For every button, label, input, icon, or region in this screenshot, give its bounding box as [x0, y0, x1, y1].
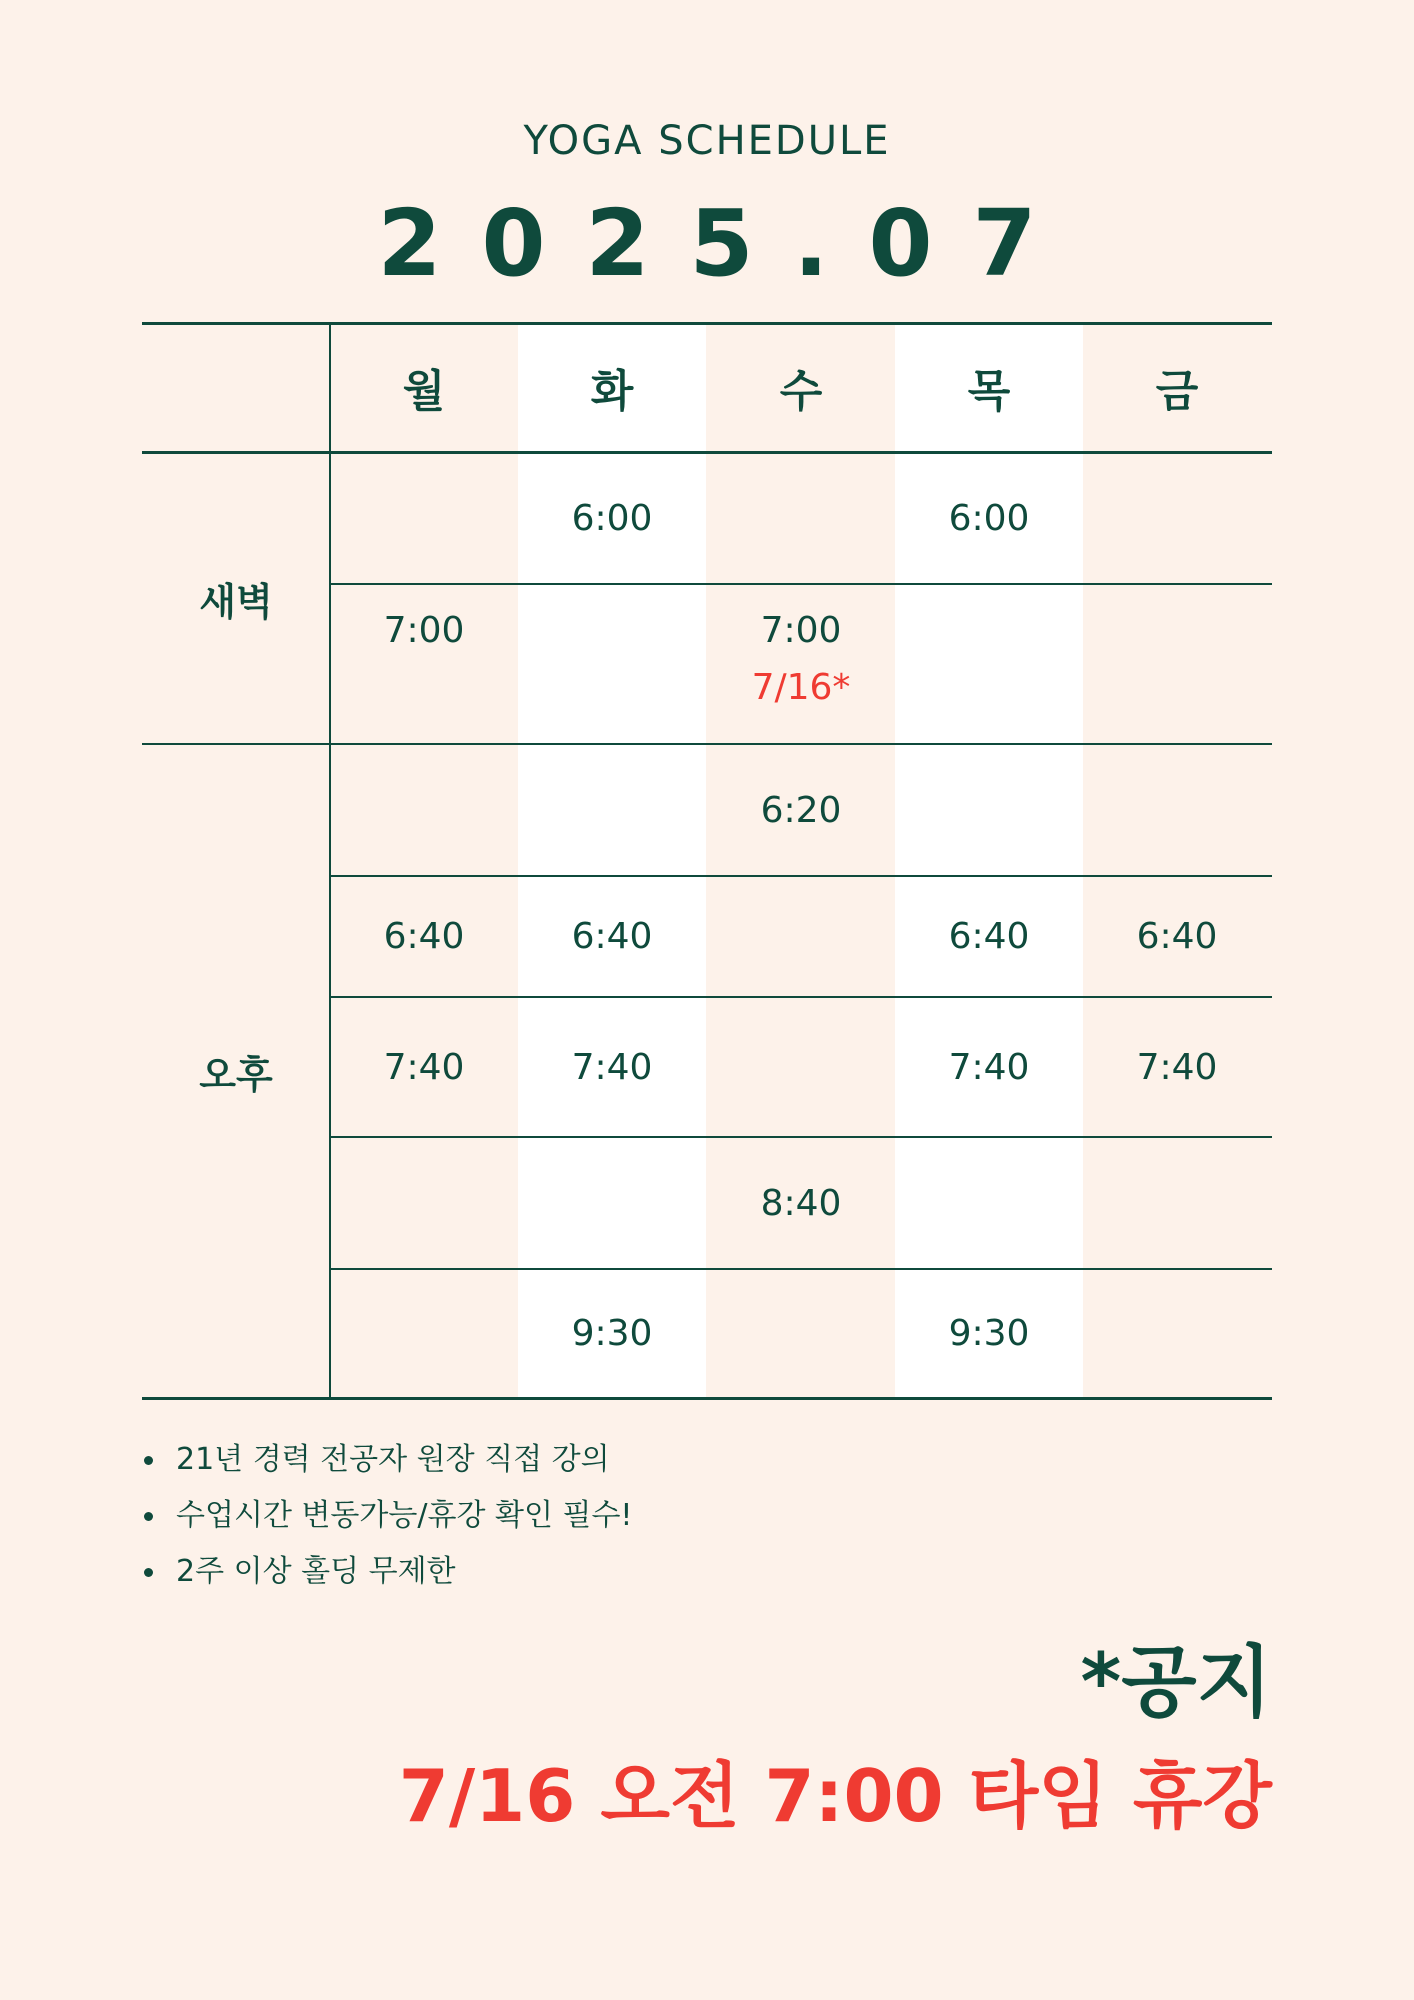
class-time: 7:40	[383, 1046, 465, 1088]
class-time: 8:40	[760, 1182, 842, 1224]
class-time: 6:00	[948, 497, 1030, 539]
class-time: 6:40	[383, 916, 465, 957]
notice-text: 7/16 오전 7:00 타임 휴강	[398, 1754, 1272, 1838]
schedule-title: 2025.07	[377, 190, 1077, 297]
list-item	[140, 1488, 632, 1544]
table-bottom-border	[142, 1397, 1272, 1400]
notice-title: *공지	[1080, 1638, 1272, 1728]
class-time: 6:40	[948, 916, 1030, 957]
slot-label-dawn: 새벽	[199, 579, 273, 624]
class-time: 6:20	[760, 789, 842, 831]
class-time: 7:40	[948, 1046, 1030, 1088]
day-header-wed: 수	[779, 365, 823, 417]
bullet-icon	[144, 1568, 153, 1577]
slot-label-afternoon: 오후	[199, 1052, 273, 1097]
note-text: 2주 이상 홀딩 무제한	[176, 1554, 456, 1589]
day-header-mon: 월	[402, 365, 446, 417]
class-time: 6:40	[1136, 916, 1218, 957]
class-time: 7:40	[571, 1046, 653, 1088]
day-header-thu: 목	[967, 365, 1011, 417]
class-time: 7:40	[1136, 1046, 1218, 1088]
class-time: 9:30	[948, 1313, 1030, 1354]
holiday-note: 7/16*	[751, 666, 851, 708]
schedule-subtitle: YOGA SCHEDULE	[523, 118, 891, 164]
class-time: 6:00	[571, 497, 653, 539]
day-header-tue: 화	[590, 365, 634, 417]
class-time: 7:00	[383, 609, 465, 651]
bullet-icon	[144, 1456, 153, 1465]
class-time: 6:40	[571, 916, 653, 957]
schedule-table	[142, 322, 1272, 1400]
class-time: 9:30	[571, 1313, 653, 1354]
list-item	[140, 1432, 632, 1488]
row-divider	[330, 1268, 1272, 1270]
info-list	[140, 1432, 632, 1600]
list-item	[140, 1544, 632, 1600]
note-text: 수업시간 변동가능/휴강 확인 필수!	[176, 1498, 633, 1533]
note-text: 21년 경력 전공자 원장 직접 강의	[176, 1442, 610, 1477]
bullet-icon	[144, 1512, 153, 1521]
day-header-fri: 금	[1155, 365, 1199, 417]
class-time: 7:00	[760, 609, 842, 651]
